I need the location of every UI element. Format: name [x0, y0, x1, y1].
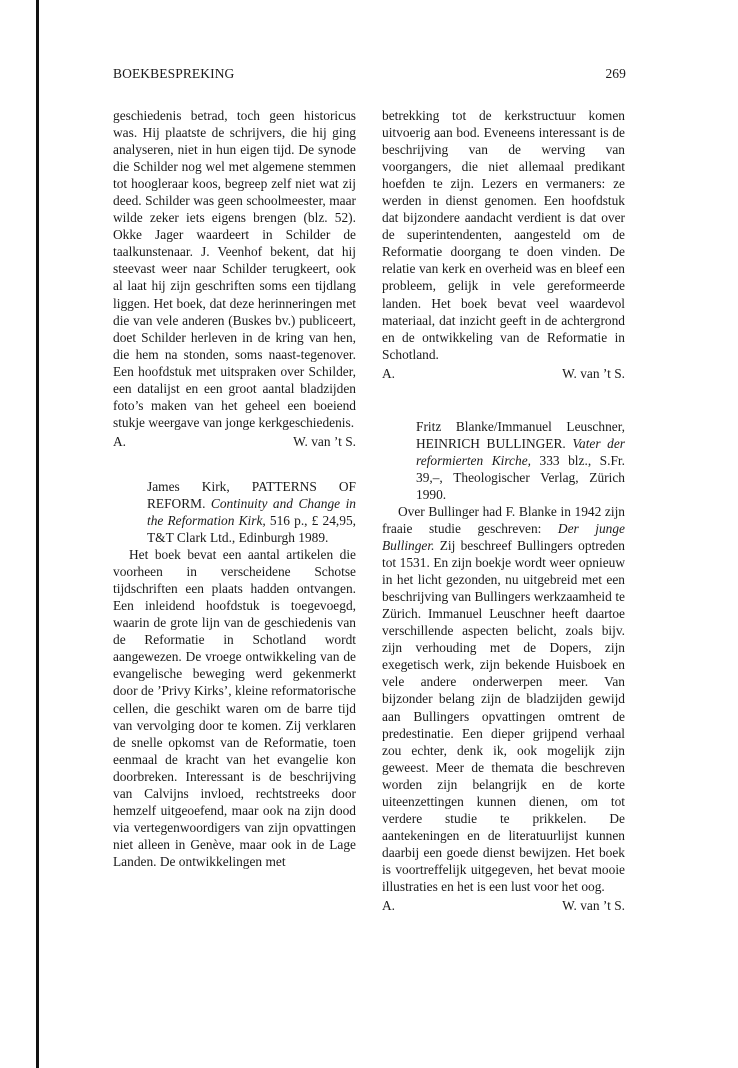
review2-citation	[113, 478, 356, 546]
review2-signature	[382, 365, 625, 382]
left-column	[113, 107, 356, 870]
citation-title: PATTERNS OF REFORM.	[147, 478, 356, 511]
signature-initial: A.	[113, 433, 127, 449]
citation-details: 333 blz., S.Fr. 39,–, Theologischer Verlag, Zürich 1990.	[416, 452, 625, 502]
page-binding-edge	[36, 0, 39, 1068]
review3-citation	[382, 418, 625, 503]
review3-signature	[382, 897, 625, 914]
reviewer-name: W. van ’t S.	[293, 433, 356, 449]
section-title: BOEKBESPREKING	[113, 66, 235, 81]
page-number: 269	[605, 66, 626, 81]
citation-subtitle: Continuity and Change in the Reformation Kirk,	[147, 495, 356, 528]
citation-authors: Fritz Blanke/Immanuel Leuschner,	[416, 418, 625, 434]
citation-title: HEINRICH BULLINGER.	[416, 435, 566, 451]
reviewer-name: W. van ’t S.	[562, 898, 625, 914]
running-head	[113, 66, 626, 86]
review2-body: Het boek bevat een aantal artikelen die voorheen in verscheidene Schotse tijdschriften een plaats hadden ontvangen. Een inleidend hoofdstuk is toegevoegd, waarin de grote lijn van de geschiedenis van de Reformatie in Schotland wordt aangewezen. De vroege ontwikkeling van de evangelische beweging werd gekenmerkt door de ’Privy Kirks’, kleine reformatorische cellen, die geschikt waren om de barre tijd van vervolging door te komen. Zij verklaren de snelle opkomst van de Reformatie, toen eenmaal de kracht van het evangelie kon doorbreken. Interessant is de beschrijving van Calvijns invloed, rechtstreeks door hemzelf uitgeoefend, maar ook na zijn dood via vertegenwoordigers van zijn opvattingen niet alleen in Genève, maar ook in de Lage Landen. De ontwikkelingen met	[113, 547, 356, 869]
review3-body-part1: Over Bullinger had F. Blanke in 1942 zijn fraaie studie geschreven:	[382, 503, 625, 536]
review3-body-part2: Zij beschreef Bullingers optreden tot 1531. En zijn boekje wordt weer opnieuw in het licht gezonden, nu uitgebreid met een beschrijving van Bullingers werkzaamheid te Zürich. Immanuel Leuschner heeft daartoe verschillende aspecten belicht, zoals bijv. zijn verhouding met de Dopers, zijn exegetisch werk, zijn bekende Huisboek en vele andere onderwerpen meer. Van bijzonder belang zijn de bladzijden gewijd aan Bullingers opvattingen omtrent de predestinatie. Een dieper grijpend verhaal zou echter, denk ik, ook mogelijk zijn geweest. Meer de themata die beschreven worden zijn belangrijk en de korte uiteenzettingen kunnen dienen, om tot verdere studie te prikkelen. De aantekeningen en de literatuurlijst kunnen daarbij een goede dienst bewijzen. Het boek is voortreffelijk uitgegeven, het bevat mooie illustraties en het is een lust voor het oog.	[382, 538, 625, 894]
signature-initial: A.	[382, 365, 396, 381]
right-column	[382, 107, 625, 914]
citation-authors: James Kirk,	[147, 478, 230, 494]
reviewer-name: W. van ’t S.	[562, 365, 625, 381]
review1-signature	[113, 433, 356, 450]
citation-details: 516 p., £ 24,95, T&T Clark Ltd., Edinburgh 1989.	[147, 512, 356, 546]
citation-subtitle: Vater der reformierten Kirche,	[416, 435, 625, 468]
review1-continuation: geschiedenis betrad, toch geen historicus was. Hij plaatste de schrijvers, die hij ging analyseren, niet in hun eigen tijd. De synode die Schilder nog wel met algemene stemmen tot hoogleraar koos, begreep zelf niet wat zij deed. Schilder was geen schoolmeester, maar wilde zeker iets eigens brengen (blz. 52). Okke Jager waardeert in Schilder de taalkunstenaar. J. Veenhof bekent, dat hij steevast weer naar Schilder terugkeert, ook al laat hij zijn geschriften soms een tijdlang liggen. Het boek, dat deze herinneringen met die van vele anderen (Buskes bv.) publiceert, doet Schilder herleven in de kring van hen, die hem na stonden, soms naast-tegenover. Een hoofdstuk met uitspraken over Schilder, een datalijst en een groot aantal bladzijden foto’s maken van het geheel een boeiend stukje weergave van jonge kerkgeschiedenis.	[113, 108, 356, 430]
review2-continuation: betrekking tot de kerkstructuur komen uitvoerig aan bod. Eveneens interessant is de beschrijving van de werving van voorgangers, die niet allemaal predikant hoefden te zijn. Lezers en vermaners: ze werden in dienst genomen. Een hoofdstuk dat bijzondere aandacht verdient is dat over de superintendenten, aangesteld om de Reformatie doorgang te doen vinden. De relatie van kerk en overheid was en bleef een probleem, gelijk in vele gereformeerde landen. Het boek bevat veel waardevol materiaal, dat inzicht geeft in de achtergrond en de ontwikkeling van de Reformatie in Schotland.	[382, 108, 625, 362]
signature-initial: A.	[382, 898, 396, 914]
review3-book-title: Der junge Bullinger.	[382, 520, 625, 554]
review3-body	[382, 503, 625, 895]
